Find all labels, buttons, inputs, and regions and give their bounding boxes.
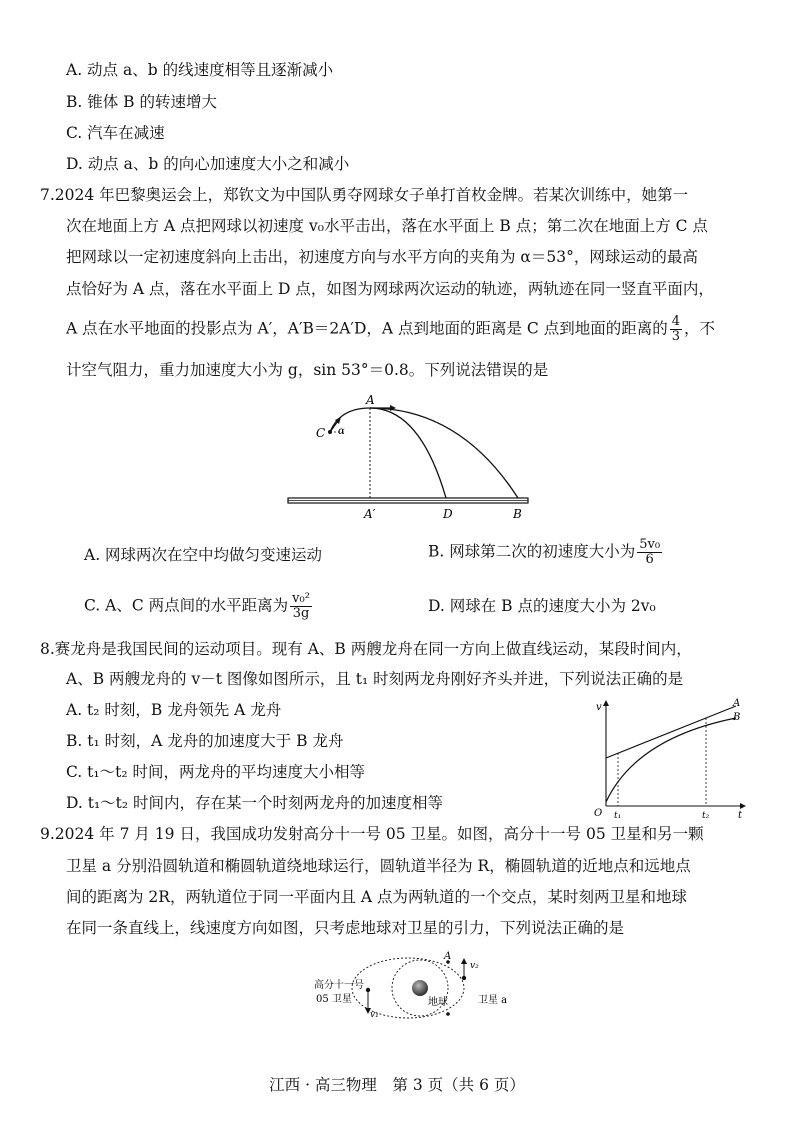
q6-option-b: B. 锥体 B 的转速增大: [66, 93, 217, 111]
label-alpha: α: [338, 426, 345, 437]
q7-fraction-4-3: [670, 315, 682, 344]
q7-option-c-text: C. A、C 两点间的水平距离为: [84, 596, 289, 615]
label-t: t: [738, 810, 743, 820]
v2-arrow-icon: [461, 958, 467, 964]
q7-line-6: 计空气阻力，重力加速度大小为 g，sin 53°＝0.8。下列说法错误的是: [66, 361, 549, 379]
label-satellite-a: 卫星 a: [478, 995, 508, 1006]
q9-line-3: 间的距离为 2R，两轨道位于同一平面内且 A 点为两轨道的一个交点，某时刻两卫星和地球: [66, 888, 688, 906]
label-origin: O: [594, 808, 603, 819]
q7-line-1: 7.2024 年巴黎奥运会上，郑钦文为中国队勇夺网球女子单打首枚金牌。若某次训练中，她第一: [40, 186, 689, 204]
q7-option-d: D. 网球在 B 点的速度大小为 2v₀: [428, 597, 656, 615]
label-point-a: A: [444, 951, 452, 962]
q8-line-1: 8.赛龙舟是我国民间的运动项目。现有 A、B 两艘龙舟在同一方向上做直线运动，某段时间内，: [40, 640, 692, 658]
earth-icon: [412, 980, 428, 996]
q6-option-d: D. 动点 a、b 的向心加速度大小之和减小: [66, 155, 350, 173]
q7-option-b: [428, 538, 664, 567]
q8-option-a: A. t₂ 时刻，B 龙舟领先 A 龙舟: [66, 701, 282, 719]
q8-option-b: B. t₁ 时刻，A 龙舟的加速度大于 B 龙舟: [66, 732, 344, 750]
label-v: v: [596, 702, 602, 713]
q7-option-a: A. 网球两次在空中均做匀变速运动: [84, 546, 323, 564]
q7-option-c: [84, 592, 314, 621]
q7-line-2: 次在地面上方 A 点把网球以初速度 v₀水平击出，落在水平面上 B 点；第二次在地面上方 C 点: [66, 217, 708, 235]
q6-option-c: C. 汽车在减速: [66, 124, 165, 142]
label-t1: t₁: [614, 811, 622, 820]
label-a: A: [366, 393, 375, 407]
q9-orbit-figure: [308, 950, 528, 1030]
label-t2: t₂: [702, 811, 710, 820]
q7-line-5: [66, 315, 715, 344]
label-earth: 地球: [428, 997, 448, 1008]
trajectory-a-to-b: [370, 408, 518, 498]
q8-option-d: D. t₁～t₂ 时间内，存在某一个时刻两龙舟的加速度相等: [66, 794, 444, 812]
q7-option-b-text: B. 网球第二次的初速度大小为: [428, 542, 636, 561]
label-satellite-05-line2: 05 卫星: [316, 994, 352, 1005]
frac-numerator: 5v₀: [639, 537, 661, 552]
frac-numerator: v₀²: [292, 591, 310, 606]
q7-line-5-text: A 点在水平地面的投影点为 A′，A′B＝2A′D，A 点到地面的距离是 C 点到地面的距离的: [66, 319, 668, 338]
label-series-a: A: [733, 698, 741, 709]
q6-option-a: A. 动点 a、b 的线速度相等且逐渐减小: [66, 61, 334, 79]
frac-numerator: 4: [671, 314, 680, 329]
q8-option-c: C. t₁～t₂ 时间，两龙舟的平均速度大小相等: [66, 763, 365, 781]
q7-trajectory-figure: [280, 390, 540, 530]
q8-vt-graph: [588, 698, 748, 820]
q9-line-2: 卫星 a 分别沿圆轨道和椭圆轨道绕地球运行，圆轨道半径为 R，椭圆轨道的近地点和远地点: [66, 857, 691, 875]
q9-line-4: 在同一条直线上，线速度方向如图，只考虑地球对卫星的引力，下列说法正确的是: [66, 919, 625, 937]
q7-line-3: 把网球以一定初速度斜向上击出，初速度方向与水平方向的夹角为 α＝53°，网球运动的最高: [66, 248, 698, 266]
series-a-line: [606, 706, 736, 758]
q7-option-b-fraction: [637, 538, 662, 567]
label-series-b: B: [733, 712, 741, 723]
label-satellite-05-line1: 高分十一号: [314, 980, 364, 991]
t-axis-arrow-icon: [740, 803, 746, 809]
frac-denominator: 3: [671, 329, 680, 344]
q7-line-4: 点恰好为 A 点，落在水平面上 D 点，如图为网球两次运动的轨迹，两轨迹在同一竖直平面内，: [66, 280, 714, 298]
label-d: D: [443, 507, 453, 521]
frac-denominator: 3g: [292, 606, 310, 621]
q7-line-5-tail: ，不: [683, 319, 715, 338]
q8-line-2: A、B 两艘龙舟的 v－t 图像如图所示，且 t₁ 时刻两龙舟刚好齐头并进，下列说法正确的是: [66, 670, 684, 688]
label-c: C: [316, 426, 326, 440]
label-v1: v₁: [370, 1010, 379, 1020]
trajectory-c-to-d: [330, 408, 446, 498]
label-b: B: [513, 507, 522, 521]
v-axis-arrow-icon: [603, 700, 609, 706]
label-v2: v₂: [470, 961, 479, 971]
q9-line-1: 9.2024 年 7 月 19 日，我国成功发射高分十一号 05 卫星。如图，高分十一号 05 卫星和另一颗: [40, 825, 704, 843]
intersection-point-lower: [446, 1012, 450, 1016]
page-footer: 江西 · 高三物理 第 3 页（共 6 页）: [269, 1076, 525, 1094]
label-a-prime: A′: [364, 507, 376, 521]
q7-option-c-fraction: [290, 592, 312, 621]
frac-denominator: 6: [645, 552, 654, 567]
series-b-curve: [606, 718, 736, 802]
